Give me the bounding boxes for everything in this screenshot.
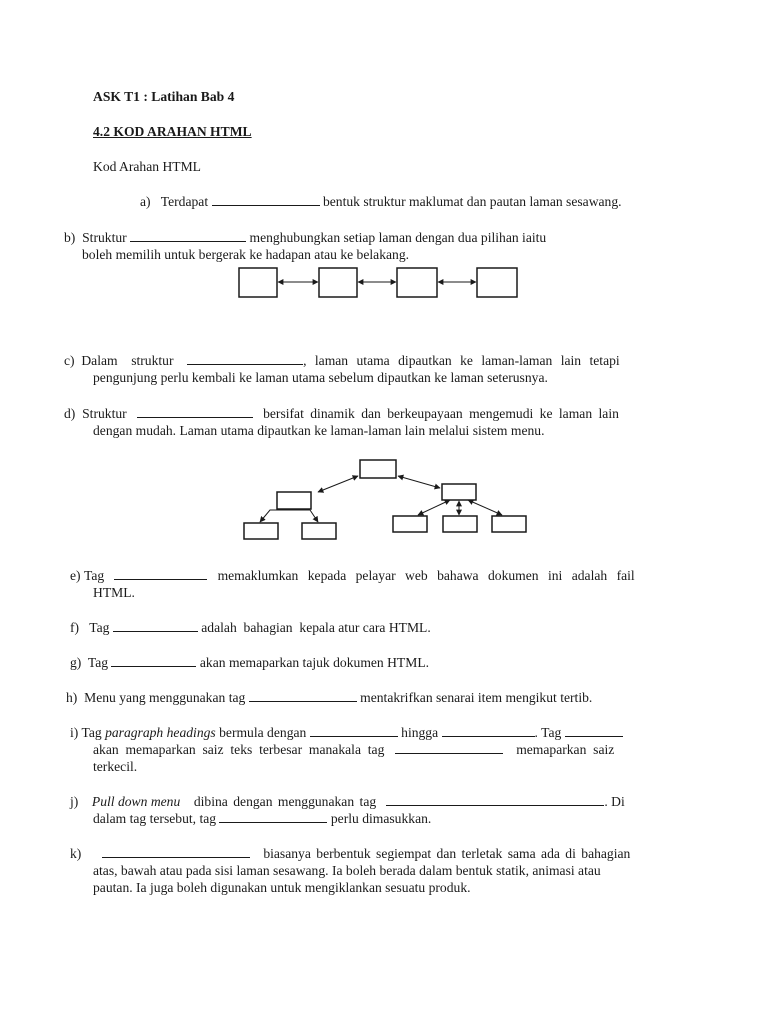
question-label: k) bbox=[70, 846, 82, 861]
question-text: dalam tag tersebut, tag bbox=[93, 811, 217, 826]
question-text: Tag bbox=[89, 620, 110, 635]
question-text: struktur bbox=[131, 353, 174, 368]
question-label: h) bbox=[66, 690, 78, 705]
question-k-line2: atas, bawah atau pada sisi laman sesawang. Ia boleh berada dalam bentuk statik, animasi atau bbox=[93, 863, 601, 878]
question-c-line2: pengunjung perlu kembali ke laman utama sebelum dipautkan ke laman seterusnya. bbox=[93, 370, 548, 385]
question-text: Struktur bbox=[82, 230, 127, 245]
question-text: . Tag bbox=[534, 725, 562, 740]
question-text: Menu yang menggunakan tag bbox=[84, 690, 246, 705]
question-text: hingga bbox=[401, 725, 439, 740]
question-text: memaklumkan kepada pelayar web bahawa dokumen ini adalah fail bbox=[217, 568, 635, 583]
question-k-line3: pautan. Ia juga boleh digunakan untuk mengiklankan sesuatu produk. bbox=[93, 880, 471, 895]
question-text: menghubungkan setiap laman dengan dua pilihan iaitu bbox=[249, 230, 547, 245]
page-box bbox=[319, 268, 357, 297]
section-heading: 4.2 KOD ARAHAN HTML bbox=[93, 124, 252, 139]
subheading: Kod Arahan HTML bbox=[93, 159, 201, 174]
page-box bbox=[442, 484, 476, 500]
question-b-line2: boleh memilih untuk bergerak ke hadapan atau ke belakang. bbox=[82, 247, 410, 262]
page-box bbox=[492, 516, 526, 532]
question-label: f) bbox=[70, 620, 80, 635]
question-text: Struktur bbox=[82, 406, 127, 421]
question-text-italic: paragraph headings bbox=[105, 725, 216, 740]
question-text: mentakrifkan senarai item mengikut tertib. bbox=[360, 690, 593, 705]
question-text: Tag bbox=[81, 725, 102, 740]
question-text: . Di bbox=[604, 794, 625, 809]
link-arrow bbox=[398, 476, 440, 488]
question-text: memaparkan saiz bbox=[516, 742, 615, 757]
linear-structure-diagram bbox=[239, 268, 517, 297]
question-text: bentuk struktur maklumat dan pautan laman sesawang. bbox=[322, 194, 622, 209]
question-label: e) bbox=[70, 568, 81, 583]
question-label: i) bbox=[70, 725, 79, 740]
question-label: g) bbox=[70, 655, 82, 670]
question-text: biasanya berbentuk segiempat dan terletak sama ada di bahagian bbox=[263, 846, 631, 861]
page-box bbox=[477, 268, 517, 297]
worksheet-title: ASK T1 : Latihan Bab 4 bbox=[93, 89, 235, 104]
question-e-line2: HTML. bbox=[93, 585, 135, 600]
link-arrow bbox=[418, 500, 450, 515]
question-text: Dalam bbox=[81, 353, 118, 368]
question-text: perlu dimasukkan. bbox=[330, 811, 432, 826]
question-label: j) bbox=[70, 794, 79, 809]
link-arrow bbox=[468, 500, 502, 515]
question-text: akan memaparkan tajuk dokumen HTML. bbox=[199, 655, 430, 670]
page-box bbox=[443, 516, 477, 532]
question-label: c) bbox=[64, 353, 75, 368]
question-text: bersifat dinamik dan berkeupayaan mengemudi ke laman lain bbox=[263, 406, 619, 421]
page-box bbox=[277, 492, 311, 509]
question-text: bermula dengan bbox=[219, 725, 307, 740]
question-label: d) bbox=[64, 406, 76, 421]
home-page-box bbox=[360, 460, 396, 478]
question-text: , laman utama dipautkan ke laman-laman lain tetapi bbox=[303, 353, 620, 368]
question-text: Tag bbox=[83, 568, 105, 583]
page-box bbox=[397, 268, 437, 297]
question-d-line2: dengan mudah. Laman utama dipautkan ke laman-laman lain melalui sistem menu. bbox=[93, 423, 545, 438]
question-label: a) bbox=[140, 194, 151, 209]
page-box bbox=[393, 516, 427, 532]
link-arrow bbox=[318, 476, 358, 492]
question-text: dibina dengan menggunakan tag bbox=[193, 794, 377, 809]
link-arrow bbox=[260, 510, 294, 522]
hierarchy-structure-diagram bbox=[244, 460, 526, 539]
page-box bbox=[239, 268, 277, 297]
question-i-line3: terkecil. bbox=[93, 759, 138, 774]
page-box bbox=[302, 523, 336, 539]
question-text: akan memaparkan saiz teks terbesar manakala tag bbox=[93, 742, 385, 757]
question-text-italic: Pull down menu bbox=[91, 794, 181, 809]
question-text: Tag bbox=[87, 655, 109, 670]
page-box bbox=[244, 523, 278, 539]
question-text: Terdapat bbox=[160, 194, 209, 209]
link-arrow bbox=[294, 510, 318, 522]
question-text: adalah bahagian kepala atur cara HTML. bbox=[201, 620, 431, 635]
question-label: b) bbox=[64, 230, 76, 245]
